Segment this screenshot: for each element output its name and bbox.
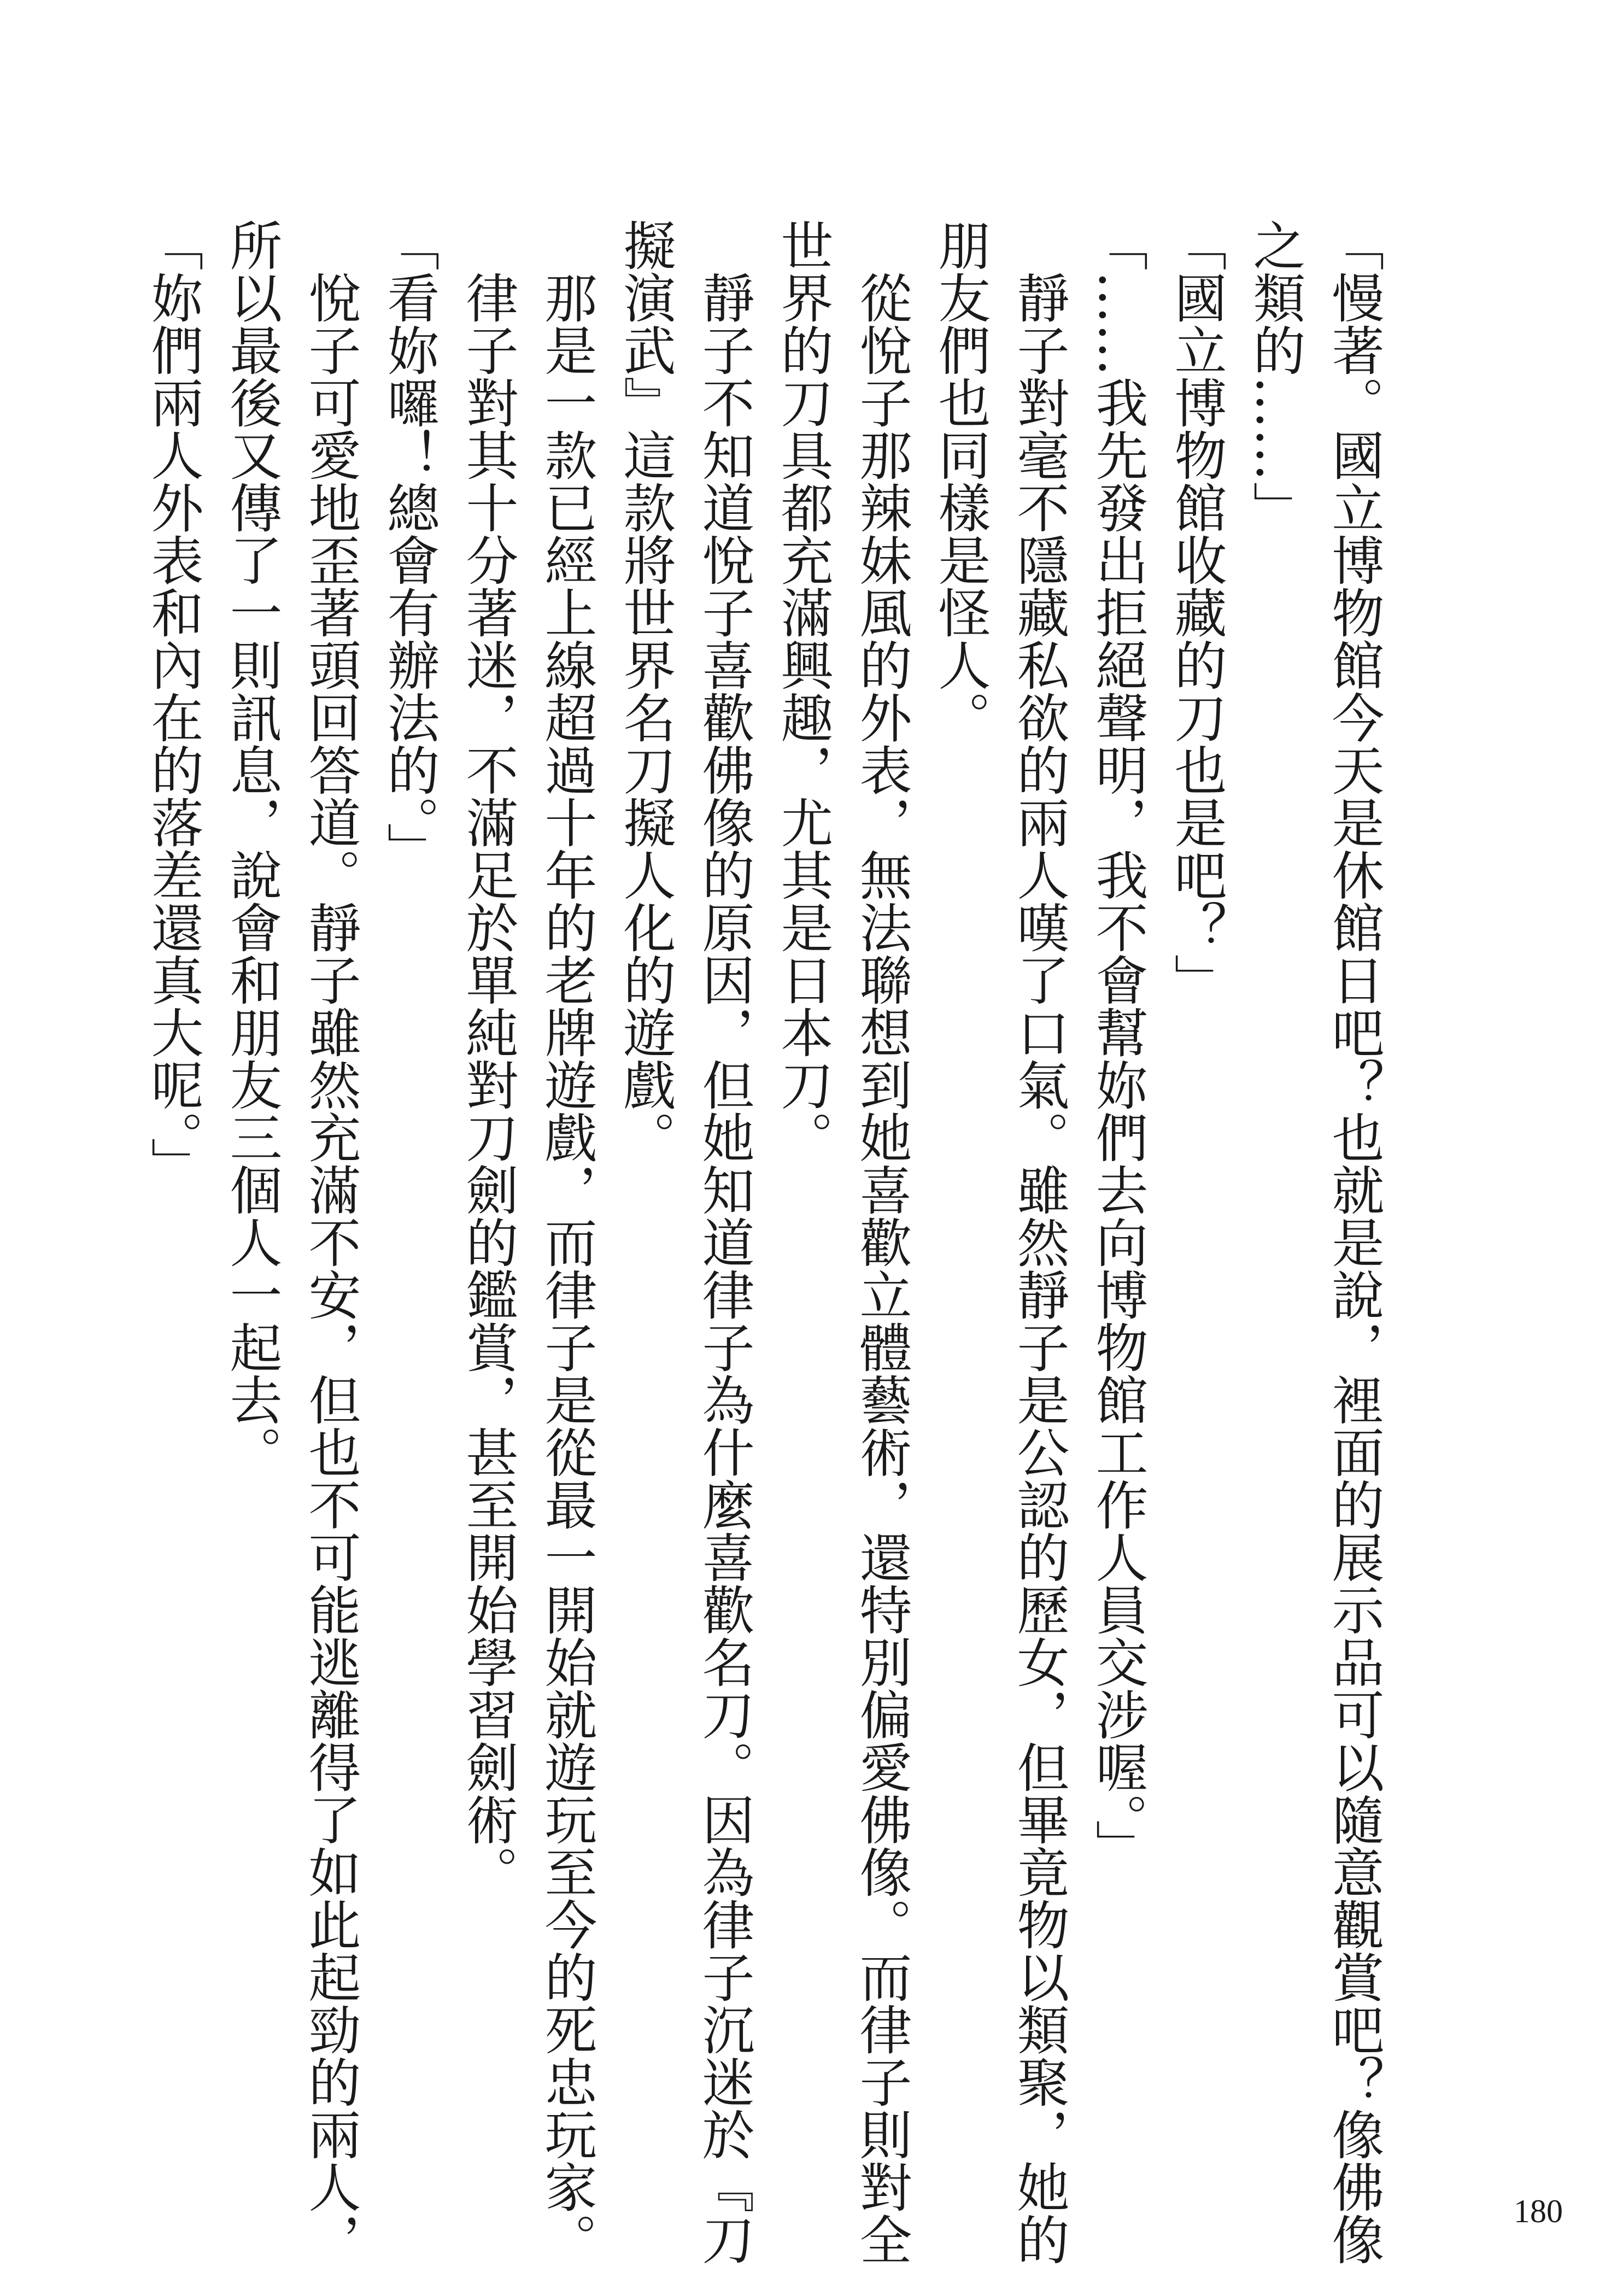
- text-line: 「國立博物館收藏的刀也是吧？」: [1166, 219, 1227, 1006]
- text-line: 律子對其十分著迷，不滿足於單純對刀劍的鑑賞，甚至開始學習劍術。: [458, 219, 519, 1898]
- text-line: 「慢著。國立博物館今天是休館日吧？也就是說，裡面的展示品可以隨意觀賞吧？像佛像: [1323, 219, 1385, 2265]
- text-line: 「……我先發出拒絕聲明，我不會幫妳們去向博物館工作人員交涉喔。」: [1087, 219, 1149, 1872]
- text-line: 世界的刀具都充滿興趣，尤其是日本刀。: [772, 219, 834, 1163]
- text-line: 靜子不知道悅子喜歡佛像的原因，但她知道律子為什麼喜歡名刀。因為律子沉迷於『刀: [694, 219, 755, 2265]
- text-line: 從悅子那辣妹風的外表，無法聯想到她喜歡立體藝術，還特別偏愛佛像。而律子則對全: [851, 219, 912, 2265]
- text-line: 擬演武』這款將世界名刀擬人化的遊戲。: [615, 219, 676, 1163]
- text-line: 「妳們兩人外表和內在的落差還真大呢。」: [143, 219, 204, 1190]
- text-line: 靜子對毫不隱藏私欲的兩人嘆了口氣。雖然靜子是公認的歷女，但畢竟物以類聚，她的: [1009, 219, 1070, 2265]
- text-line: 悅子可愛地歪著頭回答道。靜子雖然充滿不安，但也不可能逃離得了如此起勁的兩人，: [300, 219, 361, 2265]
- text-line: 之類的……」: [1245, 219, 1306, 534]
- text-line: 「看妳囉！總會有辦法的。」: [379, 219, 440, 875]
- text-line: 朋友們也同樣是怪人。: [930, 219, 991, 743]
- page-number: 180: [1514, 2193, 1563, 2229]
- vertical-text-body: [134, 219, 1393, 2265]
- text-line: 那是一款已經上線超過十年的老牌遊戲，而律子是從最一開始就遊玩至今的死忠玩家。: [536, 219, 597, 2265]
- text-line: 所以最後又傳了一則訊息，說會和朋友三個人一起去。: [221, 219, 283, 1478]
